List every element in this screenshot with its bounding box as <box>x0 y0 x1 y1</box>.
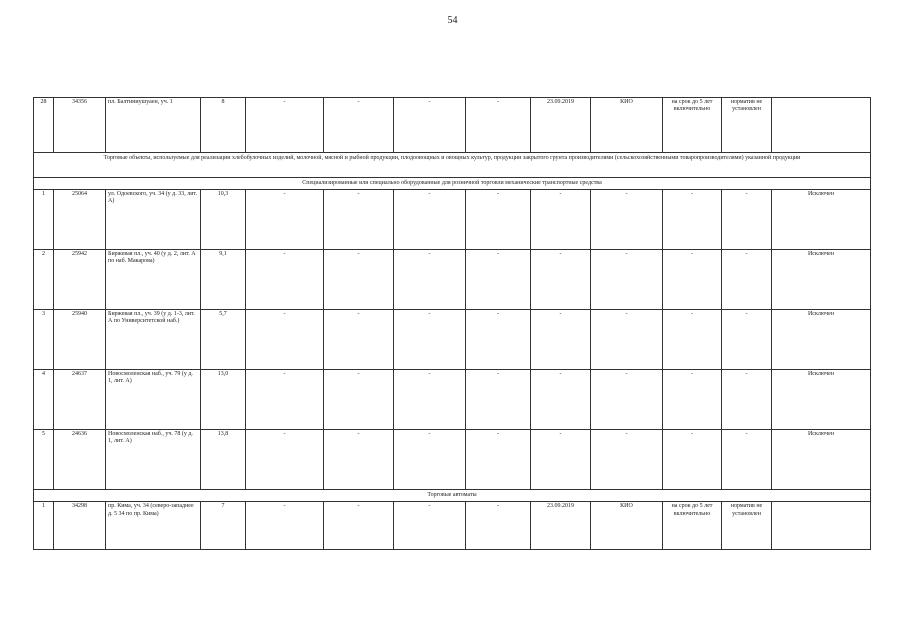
section-heading-row <box>34 490 871 502</box>
note-cell <box>772 98 871 153</box>
section-heading-row <box>34 153 871 178</box>
table-row <box>34 370 871 430</box>
section-2-title: Торговые автоматы <box>34 490 871 502</box>
table-row <box>34 502 871 550</box>
date-cell: - <box>531 250 591 310</box>
object-id: 25064 <box>54 190 106 250</box>
object-id: 34356 <box>54 98 106 153</box>
term-cell: - <box>663 190 722 250</box>
table-row <box>34 250 871 310</box>
cell-5: - <box>246 370 324 430</box>
address-cell: Новосмоленская наб., уч. 79 (у д. 1, лит. А) <box>106 370 201 430</box>
row-number: 3 <box>34 310 54 370</box>
org-cell: КИО <box>591 502 663 550</box>
cell-5: - <box>246 250 324 310</box>
cell-7: - <box>394 98 466 153</box>
row-number: 1 <box>34 190 54 250</box>
org-cell: - <box>591 370 663 430</box>
row-number: 4 <box>34 370 54 430</box>
cell-5: - <box>246 190 324 250</box>
row-number: 1 <box>34 502 54 550</box>
address-cell: Биржевая пл., уч. 40 (у д. 2, лит. А по наб. Макарова) <box>106 250 201 310</box>
cell-8: - <box>466 190 531 250</box>
norm-cell: норматив не установлен <box>722 98 772 153</box>
note-cell <box>772 502 871 550</box>
section-1-title: Торговые объекты, используемые для реализации хлебобулочных изделий, молочной, мясной и рыбной продукции, плодоовощных и овощных культур, продукции закрытого грунта производителями (сельскохозяйственными товаропроизводителями) указанной продукции <box>34 153 871 178</box>
norm-cell: - <box>722 190 772 250</box>
cell-5: - <box>246 502 324 550</box>
cell-7: - <box>394 250 466 310</box>
norm-cell: норматив не установлен <box>722 502 772 550</box>
cell-8: - <box>466 430 531 490</box>
term-cell: - <box>663 370 722 430</box>
term-cell: - <box>663 310 722 370</box>
area-cell: 13,8 <box>201 430 246 490</box>
date-cell: - <box>531 370 591 430</box>
row-number: 28 <box>34 98 54 153</box>
page-number: 54 <box>447 15 458 26</box>
org-cell: - <box>591 250 663 310</box>
cell-8: - <box>466 370 531 430</box>
date-cell: 23.09.2019 <box>531 98 591 153</box>
table-row <box>34 98 871 153</box>
section-1-subtitle: Специализированные или специально оборудованные для розничной торговли механические транспортные средства <box>34 178 871 190</box>
cell-6: - <box>324 310 394 370</box>
table-row <box>34 190 871 250</box>
address-cell: Новосмоленская наб., уч. 78 (у д. 1, лит. А) <box>106 430 201 490</box>
cell-5: - <box>246 430 324 490</box>
norm-cell: - <box>722 430 772 490</box>
cell-6: - <box>324 190 394 250</box>
cell-8: - <box>466 98 531 153</box>
term-cell: - <box>663 250 722 310</box>
table-row <box>34 430 871 490</box>
address-cell: Биржевая пл., уч. 39 (у д. 1-3, лит. А по Университетской наб.) <box>106 310 201 370</box>
note-cell: Исключен <box>772 190 871 250</box>
section-subheading-row <box>34 178 871 190</box>
row-number: 5 <box>34 430 54 490</box>
term-cell: - <box>663 430 722 490</box>
area-cell: 9,1 <box>201 250 246 310</box>
registry-table <box>33 97 871 550</box>
org-cell: КИО <box>591 98 663 153</box>
term-cell: на срок до 5 лет включительно <box>663 98 722 153</box>
cell-6: - <box>324 370 394 430</box>
cell-6: - <box>324 502 394 550</box>
cell-7: - <box>394 310 466 370</box>
cell-8: - <box>466 502 531 550</box>
date-cell: - <box>531 430 591 490</box>
area-cell: 8 <box>201 98 246 153</box>
cell-6: - <box>324 430 394 490</box>
cell-6: - <box>324 250 394 310</box>
cell-8: - <box>466 310 531 370</box>
cell-5: - <box>246 98 324 153</box>
address-cell: пл. Балтиниушуаен, уч. 1 <box>106 98 201 153</box>
term-cell: на срок до 5 лет включительно <box>663 502 722 550</box>
note-cell: Исключен <box>772 370 871 430</box>
object-id: 24637 <box>54 370 106 430</box>
table-row <box>34 310 871 370</box>
org-cell: - <box>591 310 663 370</box>
area-cell: 13,0 <box>201 370 246 430</box>
note-cell: Исключен <box>772 310 871 370</box>
object-id: 24636 <box>54 430 106 490</box>
cell-7: - <box>394 370 466 430</box>
cell-7: - <box>394 430 466 490</box>
object-id: 34298 <box>54 502 106 550</box>
date-cell: - <box>531 190 591 250</box>
norm-cell: - <box>722 310 772 370</box>
norm-cell: - <box>722 250 772 310</box>
date-cell: - <box>531 310 591 370</box>
address-cell: ул. Одоевского, уч. 34 (у д. 33, лит. А) <box>106 190 201 250</box>
org-cell: - <box>591 190 663 250</box>
object-id: 25942 <box>54 250 106 310</box>
row-number: 2 <box>34 250 54 310</box>
cell-8: - <box>466 250 531 310</box>
address-cell: пр. Кима, уч. 34 (северо-западнее д. 5 34 по пр. Кима) <box>106 502 201 550</box>
note-cell: Исключен <box>772 430 871 490</box>
area-cell: 5,7 <box>201 310 246 370</box>
cell-5: - <box>246 310 324 370</box>
norm-cell: - <box>722 370 772 430</box>
cell-6: - <box>324 98 394 153</box>
org-cell: - <box>591 430 663 490</box>
area-cell: 7 <box>201 502 246 550</box>
note-cell: Исключен <box>772 250 871 310</box>
date-cell: 23.09.2019 <box>531 502 591 550</box>
cell-7: - <box>394 190 466 250</box>
object-id: 25940 <box>54 310 106 370</box>
area-cell: 10,3 <box>201 190 246 250</box>
cell-7: - <box>394 502 466 550</box>
